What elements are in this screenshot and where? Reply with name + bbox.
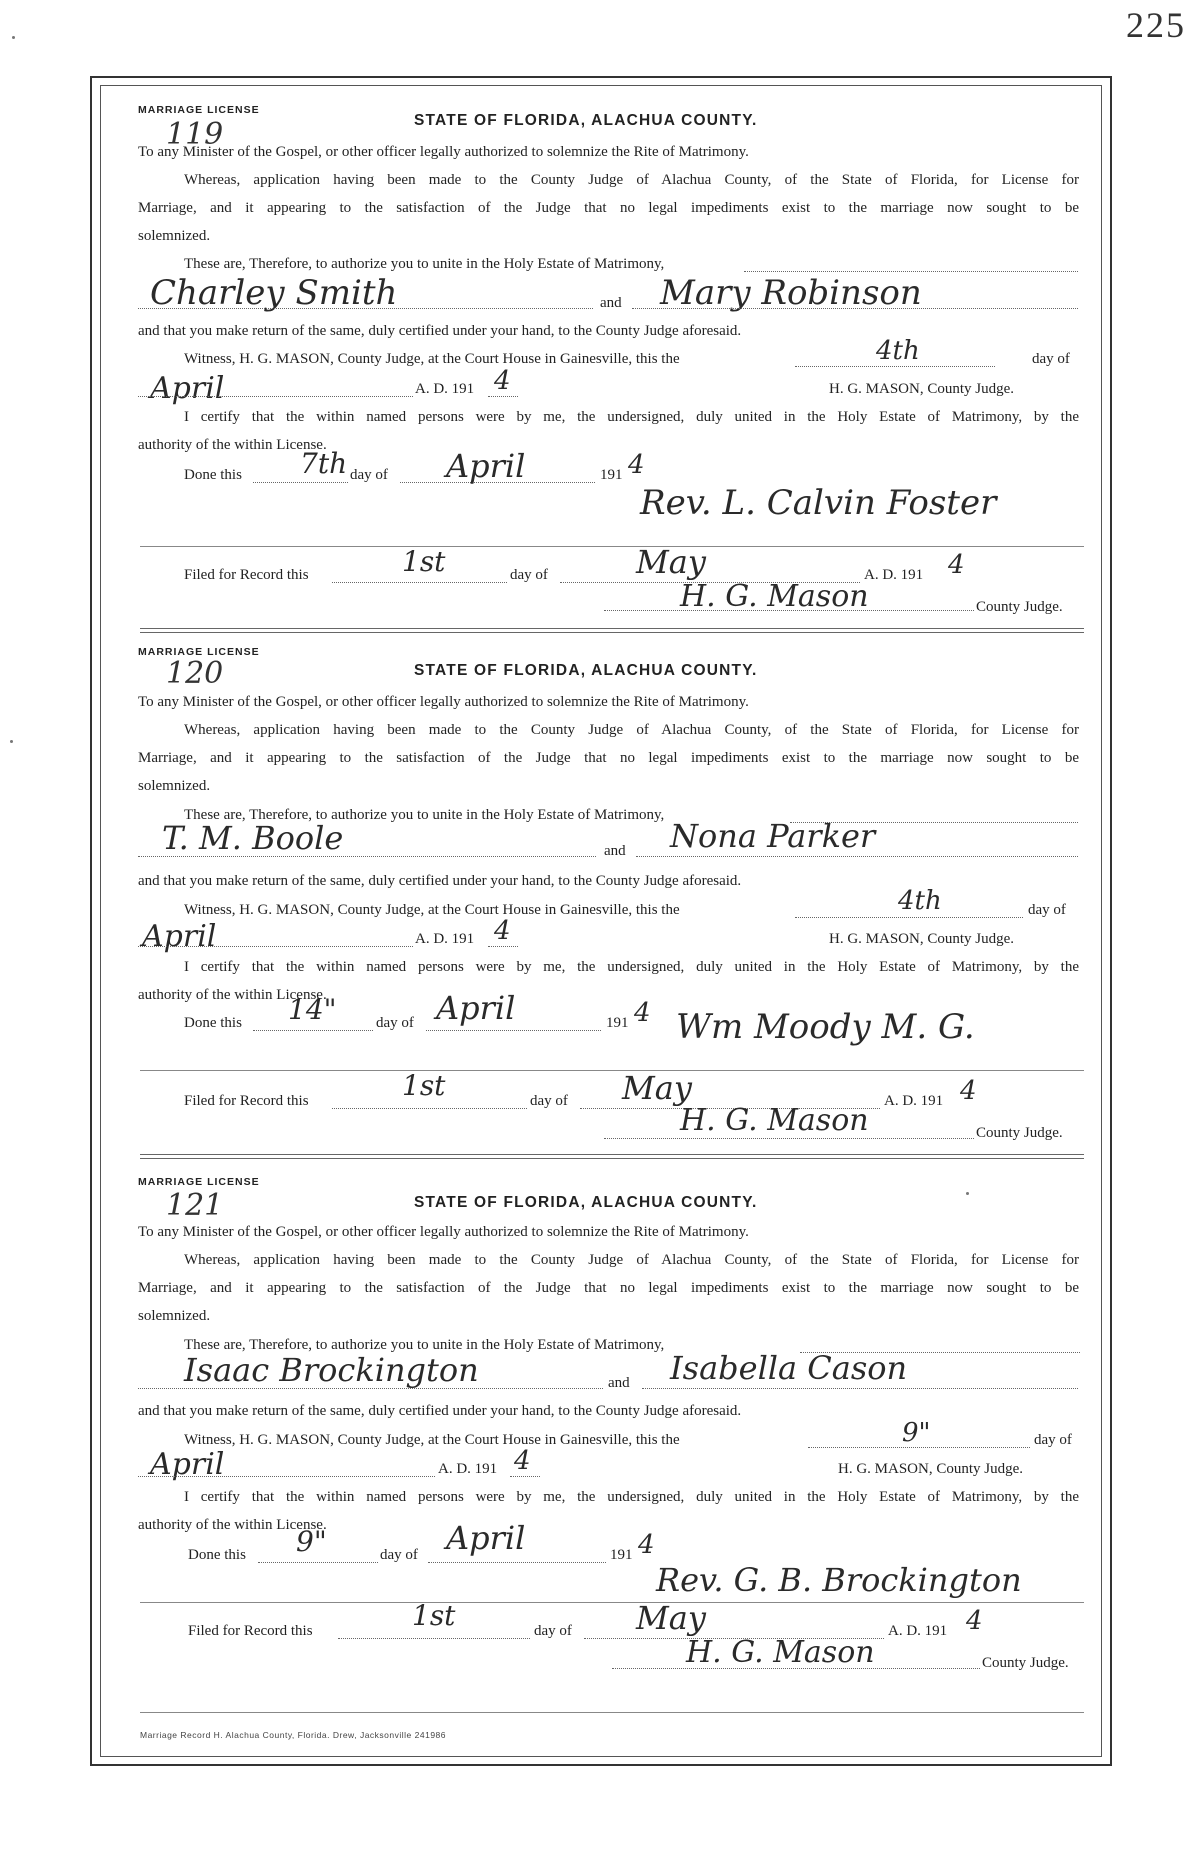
license-heading: STATE OF FLORIDA, ALACHUA COUNTY.: [414, 1194, 758, 1211]
fill-line: [138, 1388, 603, 1389]
and-text: and: [604, 843, 626, 859]
license-number: 121: [166, 1188, 224, 1223]
done-day: 7th: [300, 447, 348, 480]
license-authorize-line: These are, Therefore, to authorize you to unite in the Holy Estate of Matrimony,: [184, 807, 665, 823]
done-year-text: 191: [606, 1015, 629, 1031]
fill-line: [488, 396, 518, 397]
bride-name: Nona Parker: [670, 817, 876, 855]
fill-line: [253, 482, 348, 483]
fill-line: [332, 582, 507, 583]
license-witness-line: Witness, H. G. MASON, County Judge, at the Court House in Gainesville, this the: [184, 351, 680, 367]
license-whereas-line: Whereas, application having been made to the County Judge of Alachua County, of the State of Florida, for License for: [184, 172, 1079, 188]
fill-line: [632, 308, 1078, 309]
issue-month: April: [150, 1447, 225, 1482]
issue-day: 9": [902, 1418, 931, 1448]
printer-imprint: Marriage Record H. Alachua County, Florida. Drew, Jacksonville 241986: [140, 1730, 447, 1740]
filed-judge-signature: H. G. Mason: [680, 1103, 869, 1138]
filed-year: 4: [960, 1076, 977, 1106]
day-of-text: day of: [1034, 1432, 1072, 1448]
ad-text: A. D. 191: [415, 381, 475, 397]
done-year: 4: [628, 450, 645, 480]
filed-ad-text: A. D. 191: [884, 1093, 944, 1109]
filed-day: 1st: [402, 545, 446, 578]
license-whereas-line: solemnized.: [138, 228, 211, 244]
done-month: April: [446, 447, 526, 485]
certify-line: I certify that the within named persons were by me, the undersigned, duly united in the Holy Estate of Matrimony, by the: [184, 1489, 1079, 1505]
fill-line: [138, 396, 413, 397]
license-address-line: To any Minister of the Gospel, or other officer legally authorized to solemnize the Rite of Matrimony.: [138, 1224, 749, 1240]
scan-speck: [966, 1192, 969, 1195]
county-judge-text: County Judge.: [982, 1655, 1069, 1671]
certify-line: authority of the within License.: [138, 437, 327, 453]
groom-name: Isaac Brockington: [184, 1351, 479, 1389]
fill-line: [138, 946, 413, 947]
issue-year: 4: [494, 916, 511, 946]
fill-line: [138, 856, 596, 857]
officiant-signature: Wm Moody M. G.: [676, 1007, 975, 1047]
filed-day-of-text: day of: [530, 1093, 568, 1109]
filed-month: May: [636, 1599, 706, 1637]
issue-year: 4: [514, 1446, 531, 1476]
fill-line: [138, 308, 593, 309]
entry-divider: [140, 1070, 1084, 1071]
scan-speck: [12, 36, 15, 39]
filed-day: 1st: [402, 1069, 446, 1102]
filed-judge-signature: H. G. Mason: [686, 1635, 875, 1670]
issue-day: 4th: [898, 886, 942, 916]
license-address-line: To any Minister of the Gospel, or other officer legally authorized to solemnize the Rite of Matrimony.: [138, 694, 749, 710]
certify-line: authority of the within License.: [138, 987, 327, 1003]
license-number: 120: [166, 656, 224, 691]
filed-year: 4: [948, 550, 965, 580]
license-witness-line: Witness, H. G. MASON, County Judge, at the Court House in Gainesville, this the: [184, 902, 680, 918]
license-whereas-line: Marriage, and it appearing to the satisfaction of the Judge that no legal impediments exist to the marriage now sought to be: [138, 750, 1079, 766]
fill-line: [332, 1108, 527, 1109]
filed-for-record-text: Filed for Record this: [188, 1623, 313, 1639]
entry-divider: [140, 1602, 1084, 1603]
done-day: 9": [296, 1525, 327, 1558]
filed-for-record-text: Filed for Record this: [184, 1093, 309, 1109]
license-whereas-line: Marriage, and it appearing to the satisfaction of the Judge that no legal impediments exist to the marriage now sought to be: [138, 1280, 1079, 1296]
judge-signature-print: H. G. MASON, County Judge.: [838, 1461, 1024, 1477]
license-label: MARRIAGE LICENSE: [138, 104, 260, 116]
filed-judge-signature: H. G. Mason: [680, 579, 869, 614]
filed-day-of-text: day of: [534, 1623, 572, 1639]
bride-name: Isabella Cason: [670, 1349, 908, 1387]
license-number: 119: [166, 117, 224, 152]
groom-name: T. M. Boole: [162, 819, 344, 857]
filed-year: 4: [966, 1606, 983, 1636]
fill-line: [428, 1562, 606, 1563]
ad-text: A. D. 191: [415, 931, 475, 947]
bride-name: Mary Robinson: [660, 273, 922, 313]
fill-line: [253, 1030, 373, 1031]
license-heading: STATE OF FLORIDA, ALACHUA COUNTY.: [414, 662, 758, 679]
filed-month: May: [636, 543, 706, 581]
fill-line: [338, 1638, 530, 1639]
license-entry-119: [0, 62, 1200, 615]
fill-line: [510, 1476, 540, 1477]
fill-line: [642, 1388, 1078, 1389]
fill-line: [488, 946, 518, 947]
fill-line: [138, 1476, 435, 1477]
issue-day: 4th: [876, 336, 920, 366]
fill-line: [636, 856, 1078, 857]
day-of-text: day of: [1032, 351, 1070, 367]
license-entry-120: [0, 592, 1200, 1141]
license-return-line: and that you make return of the same, duly certified under your hand, to the County Judge aforesaid.: [138, 1403, 742, 1419]
county-judge-text: County Judge.: [976, 1125, 1063, 1141]
page-number: 225: [1126, 5, 1186, 45]
and-text: and: [608, 1375, 630, 1391]
issue-month: April: [142, 919, 217, 954]
and-text: and: [600, 295, 622, 311]
filed-day-of-text: day of: [510, 567, 548, 583]
entry-divider: [140, 546, 1084, 547]
fill-line: [258, 1562, 378, 1563]
done-year: 4: [638, 1530, 655, 1560]
license-heading: STATE OF FLORIDA, ALACHUA COUNTY.: [414, 112, 758, 129]
license-witness-line: Witness, H. G. MASON, County Judge, at the Court House in Gainesville, this the: [184, 1432, 680, 1448]
done-day-of-text: day of: [376, 1015, 414, 1031]
license-label: MARRIAGE LICENSE: [138, 646, 260, 658]
license-whereas-line: Marriage, and it appearing to the satisfaction of the Judge that no legal impediments exist to the marriage now sought to be: [138, 200, 1079, 216]
license-whereas-line: Whereas, application having been made to the County Judge of Alachua County, of the State of Florida, for License for: [184, 722, 1079, 738]
filed-day: 1st: [412, 1599, 456, 1632]
license-authorize-line: These are, Therefore, to authorize you to unite in the Holy Estate of Matrimony,: [184, 256, 665, 272]
officiant-signature: Rev. L. Calvin Foster: [640, 483, 997, 523]
done-this-text: Done this: [188, 1547, 246, 1563]
license-label: MARRIAGE LICENSE: [138, 1176, 260, 1188]
done-month: April: [436, 989, 516, 1027]
license-address-line: To any Minister of the Gospel, or other officer legally authorized to solemnize the Rite of Matrimony.: [138, 144, 749, 160]
filed-ad-text: A. D. 191: [888, 1623, 948, 1639]
filed-month: May: [622, 1069, 692, 1107]
fill-line: [744, 271, 1078, 272]
issue-month: April: [150, 371, 225, 406]
fill-line: [795, 917, 1023, 918]
done-this-text: Done this: [184, 467, 242, 483]
license-whereas-line: solemnized.: [138, 1308, 211, 1324]
done-this-text: Done this: [184, 1015, 242, 1031]
done-year-text: 191: [600, 467, 623, 483]
done-month: April: [446, 1519, 526, 1557]
license-return-line: and that you make return of the same, duly certified under your hand, to the County Judge aforesaid.: [138, 323, 742, 339]
judge-signature-print: H. G. MASON, County Judge.: [829, 381, 1015, 397]
issue-year: 4: [494, 366, 511, 396]
certify-line: authority of the within License.: [138, 1517, 327, 1533]
done-day: 14": [288, 993, 337, 1026]
license-whereas-line: Whereas, application having been made to the County Judge of Alachua County, of the State of Florida, for License for: [184, 1252, 1079, 1268]
judge-signature-print: H. G. MASON, County Judge.: [829, 931, 1015, 947]
filed-ad-text: A. D. 191: [864, 567, 924, 583]
fill-line: [795, 366, 995, 367]
fill-line: [426, 1030, 601, 1031]
license-whereas-line: solemnized.: [138, 778, 211, 794]
county-judge-text: County Judge.: [976, 599, 1063, 615]
officiant-signature: Rev. G. B. Brockington: [656, 1561, 1022, 1599]
done-year-text: 191: [610, 1547, 633, 1563]
certify-line: I certify that the within named persons were by me, the undersigned, duly united in the Holy Estate of Matrimony, by the: [184, 409, 1079, 425]
groom-name: Charley Smith: [150, 273, 398, 313]
license-return-line: and that you make return of the same, duly certified under your hand, to the County Judge aforesaid.: [138, 873, 742, 889]
day-of-text: day of: [1028, 902, 1066, 918]
done-year: 4: [634, 998, 651, 1028]
done-day-of-text: day of: [350, 467, 388, 483]
footer-divider: [140, 1712, 1084, 1713]
scan-speck: [10, 740, 13, 743]
license-authorize-line: These are, Therefore, to authorize you to unite in the Holy Estate of Matrimony,: [184, 1337, 665, 1353]
done-day-of-text: day of: [380, 1547, 418, 1563]
license-entry-121: [0, 1118, 1200, 1671]
filed-for-record-text: Filed for Record this: [184, 567, 309, 583]
certify-line: I certify that the within named persons were by me, the undersigned, duly united in the Holy Estate of Matrimony, by the: [184, 959, 1079, 975]
ad-text: A. D. 191: [438, 1461, 498, 1477]
